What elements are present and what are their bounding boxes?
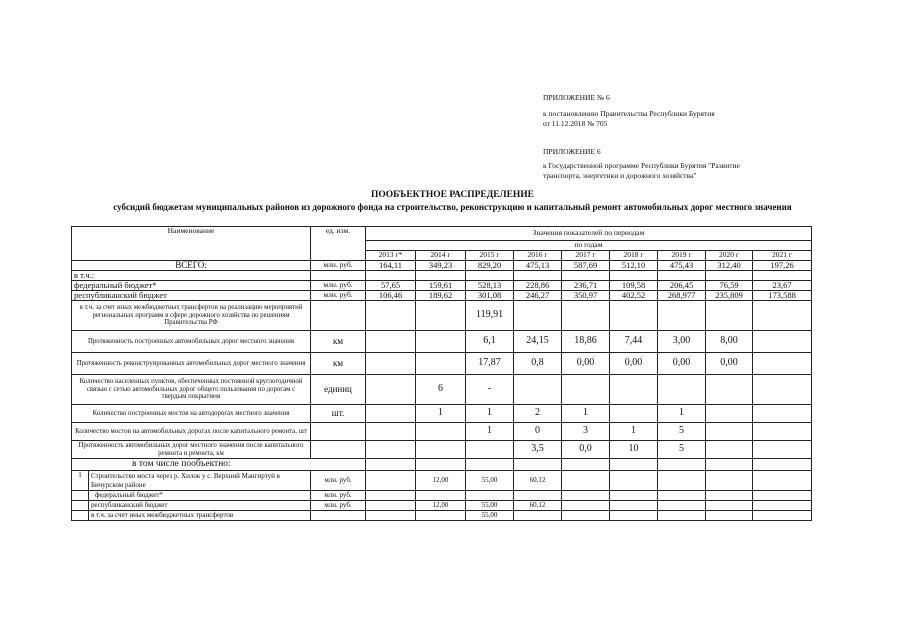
appendix-6-line2: от 11.12.2018 № 705 (543, 119, 608, 128)
value-cell (514, 301, 562, 331)
value-cell: 7,44 (610, 331, 658, 353)
value-cell (658, 501, 706, 511)
object-name: в т.ч. за счет иных межбюджетных трансфертов (89, 511, 311, 521)
year-header: 2018 г (610, 251, 658, 261)
program-appendix-line2: транспорта, энергетики и дорожного хозяйства" (543, 171, 697, 180)
year-header: 2014 г (416, 251, 466, 261)
value-cell: 6 (416, 375, 466, 405)
row-unit (311, 271, 366, 281)
value-cell (610, 471, 658, 491)
value-cell: 1 (466, 423, 514, 441)
value-cell: 587,69 (562, 261, 610, 271)
empty-cell (658, 459, 706, 471)
value-cell: 57,65 (366, 281, 416, 291)
row-unit: км (311, 353, 366, 375)
row-name: Количество населенных пунктов, обеспеченных постоянной круглогодичной связью с сетью автомобильных дорог общего пользования по дорогам с твердым покрытием (72, 375, 311, 405)
value-cell (610, 511, 658, 521)
value-cell (658, 511, 706, 521)
value-cell: 8,00 (706, 331, 753, 353)
object-number (72, 511, 89, 521)
row-unit: км (311, 331, 366, 353)
value-cell (562, 271, 610, 281)
value-cell (706, 375, 753, 405)
value-cell (753, 501, 812, 511)
value-cell: 159,61 (416, 281, 466, 291)
table-row (72, 405, 812, 423)
value-cell (753, 511, 812, 521)
value-cell (658, 271, 706, 281)
table-row (72, 281, 812, 291)
table-row (72, 375, 812, 405)
value-cell: 1 (610, 423, 658, 441)
col-unit-header: ед. изм. (311, 227, 366, 261)
value-cell: 349,23 (416, 261, 466, 271)
value-cell: 0 (514, 423, 562, 441)
value-cell: 528,13 (466, 281, 514, 291)
value-cell: 173,588 (753, 291, 812, 301)
value-cell (658, 491, 706, 501)
value-cell (753, 353, 812, 375)
value-cell (416, 271, 466, 281)
value-cell (416, 511, 466, 521)
empty-cell (610, 459, 658, 471)
value-cell (753, 471, 812, 491)
value-cell: 246,27 (514, 291, 562, 301)
value-cell (416, 331, 466, 353)
value-cell: 0,00 (562, 353, 610, 375)
appendix-6-title: ПРИЛОЖЕНИЕ № 6 (543, 93, 610, 102)
value-cell: 18,86 (562, 331, 610, 353)
section-row (72, 459, 812, 471)
empty-cell (466, 459, 514, 471)
value-cell: 10 (610, 441, 658, 459)
object-name: Строительство моста через р. Хилок у с. Верхний Мангиртуй в Бичурском районе (89, 471, 311, 491)
object-row (72, 471, 812, 491)
value-cell (562, 301, 610, 331)
value-cell: 5 (658, 441, 706, 459)
value-cell (514, 491, 562, 501)
empty-cell (366, 459, 416, 471)
value-cell: 1 (466, 405, 514, 423)
row-unit: млн. руб. (311, 281, 366, 291)
value-cell: 55,00 (466, 471, 514, 491)
value-cell: 197,26 (753, 261, 812, 271)
row-name: Протяженность построенных автомобильных дорог местного значения (72, 331, 311, 353)
row-name: ВСЕГО: (72, 261, 311, 271)
empty-cell (514, 459, 562, 471)
value-cell (610, 375, 658, 405)
value-cell (466, 491, 514, 501)
value-cell (658, 471, 706, 491)
value-cell (416, 423, 466, 441)
value-cell (416, 301, 466, 331)
program-appendix-header (543, 147, 803, 181)
value-cell (562, 501, 610, 511)
value-cell: 3,00 (658, 331, 706, 353)
value-cell: - (466, 375, 514, 405)
value-cell (366, 331, 416, 353)
value-cell: 402,52 (610, 291, 658, 301)
row-name: в т.ч.: (72, 271, 311, 281)
value-cell (366, 301, 416, 331)
object-row (72, 501, 812, 511)
value-cell (706, 471, 753, 491)
value-cell (416, 353, 466, 375)
value-cell (658, 375, 706, 405)
row-name: республиканский бюджет (72, 291, 311, 301)
value-cell (366, 423, 416, 441)
table-row (72, 353, 812, 375)
value-cell: 119,91 (466, 301, 514, 331)
document-subtitle: субсидий бюджетам муниципальных районов из дорожного фонда на строительство, реконструкцию и капитальный ремонт автомобильных дорог местного значения (113, 202, 792, 212)
table-row (72, 291, 812, 301)
value-cell (514, 511, 562, 521)
section-label: в том числе пообъектно: (72, 459, 366, 471)
value-cell: 3,5 (514, 441, 562, 459)
object-unit: млн. руб. (311, 491, 366, 501)
value-cell (610, 301, 658, 331)
value-cell: 3 (562, 423, 610, 441)
value-cell: 475,13 (514, 261, 562, 271)
row-name: Количество мостов на автомобильных дорогах после капитального ремонта, шт (72, 423, 311, 441)
value-cell: 189,62 (416, 291, 466, 301)
value-cell: 17,87 (466, 353, 514, 375)
value-cell (658, 301, 706, 331)
header-row-1 (72, 227, 812, 241)
value-cell (416, 491, 466, 501)
value-cell: 228,86 (514, 281, 562, 291)
row-unit: шт. (311, 405, 366, 423)
row-unit: единиц (311, 375, 366, 405)
object-number (72, 491, 89, 501)
value-cell: 301,08 (466, 291, 514, 301)
value-cell (366, 441, 416, 459)
document-title: ПООБЪЕКТНОЕ РАСПРЕДЕЛЕНИЕ (370, 190, 535, 200)
row-unit (311, 423, 366, 441)
value-cell (366, 491, 416, 501)
value-cell: 24,15 (514, 331, 562, 353)
value-cell: 0,00 (658, 353, 706, 375)
value-cell (706, 511, 753, 521)
value-cell: 0,8 (514, 353, 562, 375)
row-name: в т.ч. за счет иных межбюджетных трансфертов на реализацию мероприятий региональных программ в сфере дорожного хозяйства по решениям Правительства РФ (72, 301, 311, 331)
value-cell: 350,97 (562, 291, 610, 301)
row-name: Протяженность автомобильных дорог местного значения после капитального ремонта и ремонта, км (72, 441, 311, 459)
object-row (72, 511, 812, 521)
row-unit (311, 301, 366, 331)
value-cell: 312,40 (706, 261, 753, 271)
value-cell (466, 441, 514, 459)
value-cell (610, 501, 658, 511)
value-cell (514, 375, 562, 405)
value-cell (706, 405, 753, 423)
row-name: Протяженность реконструированных автомобильных дорог местного значения (72, 353, 311, 375)
value-cell (366, 375, 416, 405)
year-header: 2013 г* (366, 251, 416, 261)
row-name: Количество построенных мостов на автодорогах местного значения (72, 405, 311, 423)
value-cell (706, 491, 753, 501)
value-cell (753, 331, 812, 353)
year-header: 2016 г (514, 251, 562, 261)
value-cell (366, 271, 416, 281)
value-cell (753, 405, 812, 423)
value-cell (366, 501, 416, 511)
value-cell (706, 301, 753, 331)
program-appendix-line1: к Государственной программе Республики Бурятия "Развитие (543, 161, 740, 170)
value-cell (706, 271, 753, 281)
empty-cell (562, 459, 610, 471)
value-cell: 6,1 (466, 331, 514, 353)
value-cell (366, 511, 416, 521)
value-cell: 1 (658, 405, 706, 423)
table-row (72, 271, 812, 281)
year-header: 2017 г (562, 251, 610, 261)
value-cell (562, 375, 610, 405)
value-cell: 268,977 (658, 291, 706, 301)
value-cell (562, 471, 610, 491)
value-cell: 12,00 (416, 471, 466, 491)
value-cell: 2 (514, 405, 562, 423)
value-cell: 206,45 (658, 281, 706, 291)
row-unit (311, 441, 366, 459)
value-cell: 236,71 (562, 281, 610, 291)
value-cell: 23,67 (753, 281, 812, 291)
value-cell: 1 (562, 405, 610, 423)
value-cell: 109,58 (610, 281, 658, 291)
year-header: 2021 г (753, 251, 812, 261)
object-row (72, 491, 812, 501)
value-cell (416, 441, 466, 459)
value-cell (366, 353, 416, 375)
appendix-6-line1: к постановлению Правительства Республики Бурятия (543, 109, 715, 118)
col-name-header: Наименование (72, 227, 311, 261)
year-header: 2020 г (706, 251, 753, 261)
table-row (72, 331, 812, 353)
value-cell (562, 511, 610, 521)
value-cell: 5 (658, 423, 706, 441)
value-cell (753, 491, 812, 501)
object-unit: млн. руб. (311, 501, 366, 511)
value-cell (366, 405, 416, 423)
value-cell (610, 271, 658, 281)
value-cell (753, 301, 812, 331)
col-values-header: Значения показателей по периодам (366, 227, 812, 241)
value-cell (753, 441, 812, 459)
value-cell: 76,59 (706, 281, 753, 291)
value-cell (753, 271, 812, 281)
value-cell: 164,11 (366, 261, 416, 271)
table-row (72, 261, 812, 271)
value-cell: 475,43 (658, 261, 706, 271)
value-cell: 55,00 (466, 501, 514, 511)
row-unit: млн. руб. (311, 291, 366, 301)
value-cell: 106,46 (366, 291, 416, 301)
value-cell: 12,00 (416, 501, 466, 511)
col-by-years-header: по годам (366, 241, 812, 251)
value-cell (610, 491, 658, 501)
value-cell (514, 271, 562, 281)
value-cell (706, 501, 753, 511)
object-name: федеральный бюджет* (89, 491, 311, 501)
table-row (72, 441, 812, 459)
value-cell (706, 441, 753, 459)
appendix-6-header (543, 93, 715, 129)
object-number (72, 501, 89, 511)
value-cell: 512,10 (610, 261, 658, 271)
value-cell (466, 271, 514, 281)
value-cell: 829,20 (466, 261, 514, 271)
object-name: республиканский бюджет (89, 501, 311, 511)
value-cell (366, 471, 416, 491)
value-cell: 0,0 (562, 441, 610, 459)
object-number: 1 (72, 471, 89, 491)
value-cell: 0,00 (706, 353, 753, 375)
value-cell (562, 491, 610, 501)
table-row (72, 301, 812, 331)
value-cell: 0,00 (610, 353, 658, 375)
value-cell: 235,809 (706, 291, 753, 301)
value-cell (753, 375, 812, 405)
program-appendix-title: ПРИЛОЖЕНИЕ 6 (543, 147, 601, 156)
object-unit: млн. руб. (311, 471, 366, 491)
row-unit: млн. руб. (311, 261, 366, 271)
value-cell (610, 405, 658, 423)
distribution-table (71, 226, 812, 521)
year-header: 2019 г (658, 251, 706, 261)
value-cell: 1 (416, 405, 466, 423)
empty-cell (753, 459, 812, 471)
value-cell: 60,12 (514, 471, 562, 491)
object-unit (311, 511, 366, 521)
value-cell: 55,00 (466, 511, 514, 521)
empty-cell (416, 459, 466, 471)
value-cell: 60,12 (514, 501, 562, 511)
value-cell (753, 423, 812, 441)
table-row (72, 423, 812, 441)
empty-cell (706, 459, 753, 471)
row-name: федеральный бюджет* (72, 281, 311, 291)
value-cell (706, 423, 753, 441)
year-header: 2015 г (466, 251, 514, 261)
